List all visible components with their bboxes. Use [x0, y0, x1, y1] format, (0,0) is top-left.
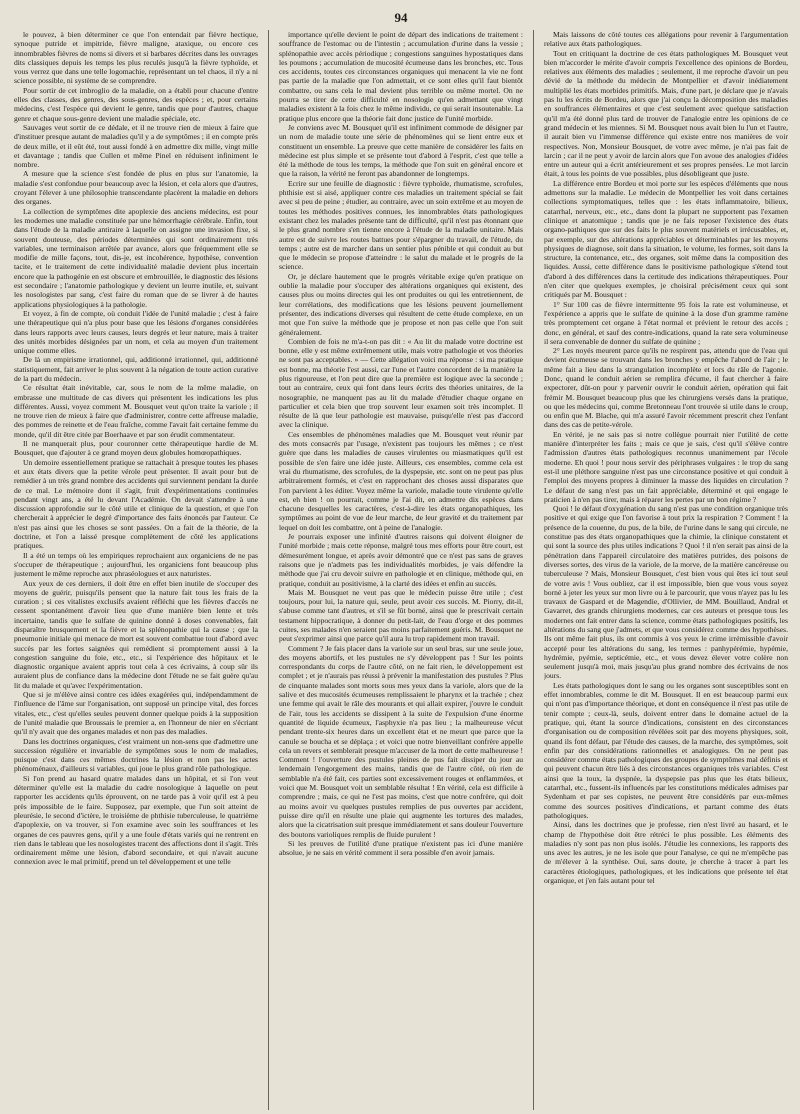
paragraph: Si les preuves de l'utilité d'une pratique n'existent pas ici d'une manière absolue, je ne sais en vérité comment il sera possible d'en avoir jamais. [279, 838, 523, 858]
paragraph: Mais laissons de côté toutes ces allégations pour revenir à l'argumentation relative aux états pathologiques. [544, 30, 788, 49]
text-columns [14, 30, 788, 1110]
column-3 [544, 30, 788, 1110]
paragraph: Ainsi, dans les doctrines que je professe, rien n'est livré au hasard, et le champ de l'hypothèse doit être rétréci le plus possible. Les éléments des maladies n'y sont pas non plus isolés. J'étudie les connexions, les rapports des uns avec les autres, je ne les isole que pour l'analyse, ce qui ne m'empêche pas de m'élever à la synthèse. Oui, sans doute, je cherche à tracer à part les caractères étiologiques, pathologiques, et les indications que présente tel état organique, et j'en fais autant pour tel [544, 820, 788, 886]
paragraph: De là un empirisme irrationnel, qui, additionné irrationnel, qui, additionné statistiquement, fait arriver le plus souvent à la négation de toute action curative de la part du médecin. [14, 355, 258, 383]
paragraph: La différence entre Bordeu et moi porte sur les espèces d'éléments que nous admettons sur la maladie. Le médecin de Montpellier les voit dans certaines collections symptomatiques, telles que : les états inflammatoire, bilieux, catarrhal, nerveux, etc., etc., dans dont la plupart ne supportent pas l'examen clinique et anatomique ; tandis que je ne fais reposer l'existence des états organo-pathiques que sur des faits le plus souvent matériels et irrécusables, et, par exemple, sur des altérations appréciables et déterminables par les moyens physiques de diagnose, soit dans la situation, le volume, les formes, soit dans la structure, la contenance, etc., des organes, soit même dans la composition des liquides. Aussi, cette différence dans le positivisme pathologique s'étend tout d'abord à des différences dans la certitude des indications thérapeutiques. Pour n'en citer que quelques exemples, je choisiral précisément ceux qui sont critiqués par M. Bousquet : [544, 178, 788, 300]
paragraph: Il a été un temps où les empiriques reprochaient aux organiciens de ne pas s'occuper de thérapeutique ; aujourd'hui, les organiciens font beaucoup plus justement le même reproche aux phraséologues et aux naturistes. [14, 550, 258, 579]
paragraph: Or, je déclare hautement que le progrès véritable exige qu'en pratique on oublie la maladie pour s'occuper des altérations organiques qui existent, des causes plus ou moins directes qui les ont produites ou qui les entretiennent, de leur corrélations, des modifications que les lésions peuvent journellement présenter, des indications diverses qui résultent de cette étude complexe, en un mot que l'on suive la méthode que je propose et non pas celle que l'on suit généralement. [279, 271, 523, 337]
paragraph: Tout en critiquant la doctrine de ces états pathologiques M. Bousquet veut bien m'accorder le mérite d'avoir compris l'excellence des opinions de Bordeu, relatives aux éléments des maladies ; seulement, il me reproche d'avoir un peu dévié de la méthode du médecin de Montpellier et d'avoir inédiatement multiplié les états morbides primitifs. Mais, d'une part, je déclare que je n'avais pas lu les écrits de Bordeu, alors que j'ai conçu la décomposition des maladies en souffrances élémentaires et que c'est seulement avec quelque satisfaction qu'il m'a été donné plus tard de trouver de l'analogie entre les opinions de ce grand médecin et les miennes. Si M. Bousquet nous avait bien lu l'un et l'autre, il aurait bien vu l'immense différence qui existe entre nos manières de voir respectives. Non, Monsieur Bousquet, de votre avec même, je n'ai pas fait de larcin ; car il ne peut y avoir de larcin alors que l'on avoue des analogies d'idées entre un auteur qui a écrit antérieurement et ses propres pensées. Le mot larcin était, à tous les points de vue possibles, plus désobligeant que juste. [544, 48, 788, 179]
paragraph: 2° Les noyés meurent parce qu'ils ne respirent pas, attendu que de l'eau qui devient écumeuse se trouvant dans les bronches y empêche l'abord de l'air ; le même fait a lieu dans la strangulation incomplète et lors du râle de l'agonie. Donc, quand le conduit aérien se remplira d'écume, il faut chercher à faire expectorer, dût-on pour y parvenir ouvrir le conduit aérien, opération qui fait frémir M. Bousquet beaucoup plus que les chirurgiens versés dans la pratique, ou que les médecins qui, comme Bretonneau l'ont trouvée si utile dans le croup, ou enfin que M. Blache, qui m'a assuré l'avoir récemment prescrit chez l'enfant dans des cas de petite-vérole. [544, 346, 788, 430]
paragraph: Ce résultat était inévitable, car, sous le nom de la même maladie, on embrasse une multitude de cas divers qui présentent les indications les plus différentes. Aussi, voyez comment M. Bousquet veut qu'on traite la variole ; il ne trouve rien de mieux à faire que d'administrer, contre cette affreuse maladie, des pommes de reinette et de l'eau fraîche, comme l'avait fait certaine femme du monde, qu'il dit être citée par Boerhaave et par son érudit commentateur. [14, 383, 258, 439]
column-divider [533, 30, 534, 1110]
paragraph: Et voyez, à fin de compte, où conduit l'idée de l'unité maladie ; c'est à faire une thérapeutique qui n'a plus pour base que les lésions d'organes considérées dans leurs rapports avec leurs causes, leurs degrés et leur nature, mais à traiter des unités morbides désignées par un nom, et cela au moyen d'un traitement unique comme elles. [14, 308, 258, 356]
paragraph: Il ne manquerait plus, pour couronner cette thérapeutique hardie de M. Bousquet, que d'ajouter à ce grand moyen deux globules homœopathiques. [14, 439, 258, 458]
paragraph: Je pourrais exposer une infinité d'autres raisons qui doivent éloigner de l'unité morbide ; mais cette réponse, malgré tous mes efforts pour être court, est démesurément longue, et après avoir démontré que ce n'est pas sans de graves raisons que je n'admets pas les individualités morbides, je vais défendre la méthode que j'ai cru devoir suivre en pathologie et en clinique, méthode qui, en pratique, conduit au positivisme, à la clarté des idées et enfin au succès. [279, 532, 523, 588]
paragraph: Comment ? Je fais placer dans la variole sur un seul bras, sur une seule joue, des moyens abortifs, et les pustules ne s'y développent pas ! Sur les points correspondants du corps de l'autre côté, on ne fait rien, le développement est complet ; et je n'aurais pas réussi à prévenir la manifestation des pustules ? Plus de cinquante malades sont morts sous mes yeux dans la variole, alors que de la salive et des mucosités écumeuses remplissaient le pharynx et la trachée ; chez une femme qui avait le râle des mourants et qui allait expirer, j'ouvre le conduit de l'air, tous les accidents se dissipent à la suite de l'expulsion d'une énorme quantité de liquide écumeux, l'asphyxie n'a pas lieu ; la malheureuse vécut pendant trente-six heures dans un excellent état et ne meurt que parce que la canule se boucha et se déplaça ; et voici que notre bienveillant confrère appelle cela un revers et semblerait presque m'accuser de la mort de cette malheureuse ! Comment ! l'ouverture des pustules pleines de pus fait dissiper du jour au lendemain l'engorgement des mains, tandis que de l'autre côté, où rien de semblable n'a été fait, ces parties sont excessivement rouges et enflammées, et voici que M. Bousquet voit un semblable résultat ! En vérité, cela est difficile à comprendre ; mais, ce qui ne l'est pas moins, c'est que notre confrère, qui doit au moins avoir vu quelques pustules remplies de pus ouvertes par accident, puisse dire qu'il en résulte une plaie qui augmente les tortures des malades, alors que la cicatrisation suit presque immédiatement et sans douleur l'ouverture des boutons varioliques remplis de fluide purulent ! [279, 643, 523, 839]
paragraph: le pouvez, à bien déterminer ce que l'on entendait par fièvre hectique, synoque putride et impitride, fièvre maligne, ataxique, ou encore ces innombrables fièvres de noms si divers et si barbares décrites dans les ouvrages dits classiques depuis les temps les plus reculés jusqu'à la fièvre typhoïde, et vous verrez que dans une telle logomachie, représentant un tel chaos, il n'y a ni science possible, ni système de se comprendre. [14, 30, 258, 86]
paragraph: importance qu'elle devient le point de départ des indications de traitement : souffrance de l'estomac ou de l'intestin ; accumulation d'urine dans la vessie ; splénopathie avec accès périodique ; congestions sanguines hypostatiques dans les poumons ; accumulation de mucosité écumeuse dans les bronches, etc. Tous ces accidents, toutes ces circonstances organiques qui menacent la vie ne font pas partie de la maladie que l'on admettait, et ce sont elles qu'il faut bientôt combattre, ou sans cela le mal devient plus terrible ou même mortel. On ne pourra se tirer de cette difficulté en nosologie qu'en admettant que vingt maladies existent à la fois chez le même individu, ce qui serait insoutenable. La pratique plus encore que la théorie fait donc justice de l'unité morbide. [279, 30, 523, 123]
paragraph: Que si je m'élève ainsi contre ces idées exagérées qui, indépendamment de l'influence de l'âme sur l'organisation, ont supposé un principe vital, des forces vitales, etc., c'est qu'elles seules peuvent donner quelque poids à la supposition de l'unité maladie que Broussais le premier a, en l'honneur de nier en s'écriant qu'il n'y avait que des organes malades et non pas des maladies. [14, 690, 258, 737]
paragraph: Ces ensembles de phénomènes maladies que M. Bousquet veut réunir par des mots consacrés par l'usage, n'existent pas toujours les mêmes ; ce n'est guère que dans les maladies de causes virulentes ou miasmatiques qu'il est possible de s'en faire une idée juste. Ailleurs, ces ensembles, comme cela est vrai du rhumatisme, des scrofules, de la dyspepsie, etc. sont on ne peut pas plus arbitrairement formés, et c'est en rapprochant des choses aussi disparates que l'on parvient à les éditer. Voyez même la variole, maladie toute virulente qu'elle est, eh bien ! on pourrait, comme je l'ai dit, en admettre dix espèces dans chacune desquelles les caractères, c'est-à-dire les états organopathiques, les symptômes au point de vue de leur marche, de leur gravité et du traitement par lequel on doit les combattre, ont à peine de l'analogie. [279, 429, 523, 532]
paragraph: Les états pathologiques dont le sang ou les organes sont susceptibles sont en effet innombrables, comme le dit M. Bousquet. Il en est beaucoup parmi eux qui n'ont pas d'importance théorique, et dont en conséquence il n'est pas utile de tenir compte ; ceux-là, seuls, doivent entrer dans le domaine actuel de la pratique, qui, étant la source d'indications, consistent en des circonstances d'organisation ou de composition révélées soit par des moyens physiques, soit, quand ils font défaut, par l'étude des causes, de la marche, des symptômes, soit enfin par des considérations rationnelles et analogiques. On ne peut pas considérer comme états pathologiques des groupes de symptômes mal définis et qui peuvent chacun être liés à des circonstances organiques très variables. C'est ainsi que la toux, la dyspnée, la dyspepsie pas plus que les états bilieux, catarrhal, etc., fussent-ils influencés par les constitutions médicales admises par Sydenham et par ses copistes, ne peuvent être considérés par eux-mêmes comme des sources positives d'indications, et partant comme des états pathologiques. [544, 680, 788, 820]
page-number: 94 [394, 10, 408, 25]
paragraph: Si l'on prend au hasard quatre malades dans un hôpital, et si l'on veut déterminer qu'elle est la maladie du cadre nosologique à laquelle on peut rapporter les accidents qu'ils éprouvent, on ne tarde pas à voir qu'il est à peu près impossible de le faire. Supposez, par exemple, que l'un soit atteint de pleurésie, le second d'ictère, le troisième de phthisie tuberculeuse, le quatrième d'apoplexie, on va trouver, si l'on examine avec soin les souffrances et les organes de ces pauvres gens, qu'il y a une foule d'états variés qui ne rentrent en rien dans le tableau que les nosologistes tracent des affections dont il s'agit. Très ordinairement même une lésion, d'abord secondaire, et qui n'avait aucune connexion avec le mal primitif, prend un tel développement et une telle [14, 773, 258, 867]
paragraph: Pour sortir de cet imbroglio de la maladie, on a établi pour chacune d'entre elles des classes, des genres, des sous-genres, des espèces ; et, pour certains médecins, c'est l'espèce qui devient le genre, tandis que pour d'autres, chaque genre et chaque sous-genre devient une maladie spéciale, etc. [14, 85, 258, 123]
paragraph: Je conviens avec M. Bousquet qu'il est infiniment commode de désigner par un nom de maladie toute une série de phénomènes qui se lient entre eux et constituent un ensemble. La preuve que cette manière de considérer les faits en médecine est plus simple et se présente tout d'abord à l'esprit, c'est que telle a été la méthode de tous les temps, la méthode que l'on suit en général encore et que la raison, la vérité ne feront pas abandonner de longtemps. [279, 122, 523, 179]
paragraph: En vérité, je ne sais pas si notre collègue pourrait nier l'utilité de cette manière d'interpréter les faits ; mais ce que je sais, c'est qu'il s'élève contre l'admission d'autres états pathologiques reconnus unanimement par l'école moderne. Eh quoi ! pour nous servir des périphrases vulgaires : le trop du sang est-il une pléthore sanguine n'est pas une circonstance positive et qui conduit à l'emploi des moyens propres à diminuer la masse des liquides en circulation ? Le défaut de sang n'est pas un fait appréciable, déterminé et qui engage le praticien à n'en pas tirer, mais à réparer les pertes par un bon régime ? [544, 429, 788, 504]
column-2 [279, 30, 523, 1110]
paragraph: Combien de fois ne m'a-t-on pas dit : « Au lit du malade votre doctrine est bonne, elle y est même extrêmement utile, mais votre pathologie et vos théories ne sont pas acceptables. » — Cette allégation voici ma réponse : si ma pratique est bonne, ma théorie l'est aussi, car l'une et l'autre concordent de la manière la plus rigoureuse, et l'on peut dire que la première est logique avec la seconde ; tout au contraire, ceux qui font dans leurs écrits des théories unitaires, de la nosographie, ne manquent pas au lit du malade d'étudier chaque organe en particulier et cela bien que trop souvent leur examen soit très incomplet. Il résulte de là que leur pathologie est mauvaise, puisqu'elle n'est pas d'accord avec la clinique. [279, 336, 523, 430]
column-divider [268, 30, 269, 1110]
paragraph: Mais M. Bousquet ne veut pas que le médecin puisse être utile ; c'est toujours, pour lui, la nature qui, seule, peut avoir ces succès. M. Piorry, dit-il, s'abuse comme tant d'autres, et s'il se fût borné, ainsi que le prescrivait certain testament hippocratique, à donner du petit-lait, de l'eau d'orge et des pommes cuites, ses malades n'en seraient pas moins parfaitement guéris. M. Bousquet ne peut s'exprimer ainsi que parce qu'il aura lu trop rapidement mon travail. [279, 587, 523, 644]
paragraph: Aux yeux de ces derniers, il doit être en effet bien inutile de s'occuper des moyens de guérir, puisqu'ils pensent que la nature fait tous les frais de la curation ; si ces vitalistes exclusifs avaient réfléchi que les fièvres d'accès ne cessent spontanément d'avoir lieu que d'une manière bien lente et très incertaine, tandis que le sulfate de quinine donné à doses convenables, fait disparaître brusquement et la fièvre et la splénopathie qui la cause ; que la pneumonie initiale qui menace de mort est souvent combattue tout d'abord avec succès par les fortes saignées qui remédient si promptement aussi à la congestion sanguine du foie, etc., etc., si l'expérience des hôpitaux et le diagnostic organique avaient appris tout cela à ces écrivains, à coup sûr ils auraient plus de confiance dans la médecine dont l'étude ne se fait guère qu'au lit du malade et qu'avec l'expérimentation. [14, 578, 258, 690]
column-1 [14, 30, 258, 1110]
paragraph: Ecrire sur une feuille de diagnostic : fièvre typhoïde, rhumatisme, scrofules, phthisie est si aisé, appliquer contre ces maladies un traitement spécial se fait avec si peu de peine ; étudier, au contraire, avec un soin extrême et au moyen de toutes les méthodes positives connues, les innombrables états pathologiques existant chez les malades présente tant de difficulté, qu'il n'est pas étonnant que le plus grand nombre s'en tienne encore à l'étude de la maladie unitaire. Mais autre est de suivre les routes battues pour s'épargner du travail, de l'étude, du temps ; autre est de marcher dans un sentier plus pénible et qui conduit au but que le médecin se propose d'atteindre : le salut du malade et le progrès de la science. [279, 178, 523, 272]
paragraph: A mesure que la science s'est fondée de plus en plus sur l'anatomie, la maladie s'est confondue pour beaucoup avec la lésion, et cela alors que d'autres, croyant l'élever à une philosophie transcendante placèrent la maladie en dehors des organes. [14, 169, 258, 207]
paragraph: La collection de symptômes dite apoplexie des anciens médecins, est pour les modernes une maladie constituée par une hémorrhagie cérébrale. Enfin, tout dans l'étude de la maladie antiraire à laquelle on assigne une invasion fixe, si souvent douteuse, des périodes déterminées qui sont ordinairement très variables, une terminaison arrêtée par avance, alors que fréquemment elle se modifie de mille façons, tout, dis-je, est incohérence, hypothèse, convention tacite, et le traitement de cette individualité maladie devient plus incertain encore que la pathogénie en est obscure et embrouillée, le diagnostic des lésions est secondaire ; l'anatomie pathologique y devient un leurre inutile, et, suivant les nosologistes par sang, c'est faire du roman que de se livrer à de hautes applications physiologiques à la pathologie. [14, 206, 258, 309]
paragraph: Sauvages veut sortir de ce dédale, et il ne trouve rien de mieux à faire que d'instituer presque autant de maladies qu'il y a de symptômes ; il en compte près de deux mille, et il eût été, tout aussi fondé à en admettre dix mille, vingt mille et davantage ; tandis que Cullen et même Pinel en réduisent infiniment le nombre. [14, 122, 258, 170]
paragraph: Un demoire essentiellement pratique se rattachait à presque toutes les phases et aux états divers que la petite vérole peut présenter. Il avait pour but de remédier à un très grand nombre des accidents qui surviennent pendant la durée de ce mal. Le mémoire dont il s'agit, fruit d'expérimentations continuées pendant vingt ans, a été lu devant l'Académie. On devait s'attendre à une discussion approfondie sur le côté utile et clinique de la question, et que l'on chercherait à apprécier le degré d'importance des faits énoncés par l'auteur. Ce n'est pas ainsi que les choses se sont passées. On a fait de la théorie, de la doctrine, et l'on a laissé presque complètement de côté les applications pratiques. [14, 457, 258, 551]
paragraph: Quoi ! le défaut d'oxygénation du sang n'est pas une condition organique très positive et qui exige que l'on favorise à tout prix la respiration ? Comment ! la présence de la couenne, du pus, de la bile, de l'urine dans le sang qui circule, ne constitue pas des états organopathiques que la chimie, la clinique constatent et qui sont la source des plus utiles indications ? Quoi ! il n'en serait pas ainsi de la pénétration dans l'appareil circulatoire des matières putrides, des poisons de diverses sortes, des virus de la variole, de la morve, de la matière cancéreuse ou tuberculeuse ? Mais, Monsieur Bousquet, c'est bien vous qui êtes ici tout seul de votre avis ! Vous oubliez, car il est impossible, bien que vous vous soyez borné à jeter les yeux sur mon livre ou à le parcourir, que vous n'ayez pas lu les travaux de Gaspard et de Magendie, d'Ollivier, de MM. Bouillaud, Andral et Gavarret, des grands chirurgiens modernes, car ces auteurs et presque tous les modernes ont fait entrer dans la science, comme états pathologiques positifs, les altérations du sang que j'admets, et que vous considérez comme des hypothèses. Ils ont même fait plus, ils ont commis à vos yeux le crime irrémissible d'avoir accepté pour les altérations du sang, les termes : panhypérémie, hypémie, hydrémie, pyémie, septicémie, etc., et vous devez élever votre colère non seulement jusqu'à moi, mais jusqu'au plus grand nombre des écrivains de nos jours. [544, 504, 788, 681]
paragraph: 1° Sur 100 cas de fièvre intermittente 95 fois la rate est volumineuse, et l'expérience a appris que le sulfate de quinine à la dose d'un gramme ramène très promptement cet organe à l'état normal et prévient le retour des accès ; donc, en général, et sauf des contre-indications, quand la rate sera volumineuse il sera convenable de donner du sulfate de quinine ; [544, 299, 788, 346]
paragraph: Dans les doctrines organiques, c'est vraiment un non-sens que d'admettre une succession régulière et invariable de symptômes sous le nom de maladies, puisque c'est dans ces mêmes doctrines la lésion et non pas les actes phénoménaux, d'ailleurs si variables, qui joue le plus grand rôle pathologique. [14, 736, 258, 774]
